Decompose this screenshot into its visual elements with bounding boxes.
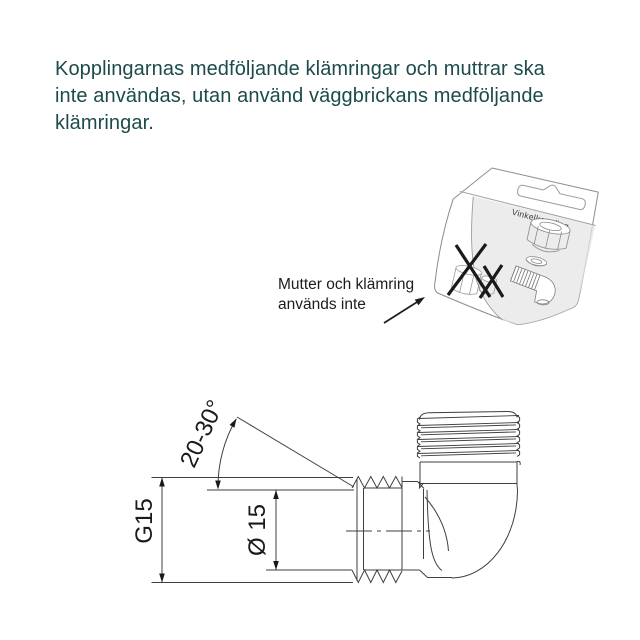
arrow-line (384, 301, 420, 324)
dimension-diameter (273, 490, 279, 570)
fitting-thread-section (417, 412, 520, 486)
callout-line-2: används inte (278, 296, 366, 313)
callout-line-1: Mutter och klämring (278, 276, 415, 293)
dimension-angle (215, 417, 354, 490)
intro-line-1: Kopplingarnas medföljande klämringar och muttrar ska (55, 58, 545, 80)
callout-arrow (384, 294, 427, 323)
diameter-label: Ø 15 (244, 503, 271, 557)
technical-drawing (131, 396, 520, 583)
fitting-elbow-bend (424, 485, 518, 578)
g15-label: G15 (131, 498, 158, 544)
intro-line-3: klämringar. (55, 112, 154, 134)
intro-line-2: inte användas, utan använd väggbrickans medföljande (55, 85, 544, 107)
package-illustration (427, 161, 603, 337)
fitting-serrated-end (352, 477, 402, 583)
dimension-g15 (159, 478, 165, 583)
arrow-head-icon (415, 294, 427, 305)
angle-label: 20-30° (174, 395, 230, 472)
